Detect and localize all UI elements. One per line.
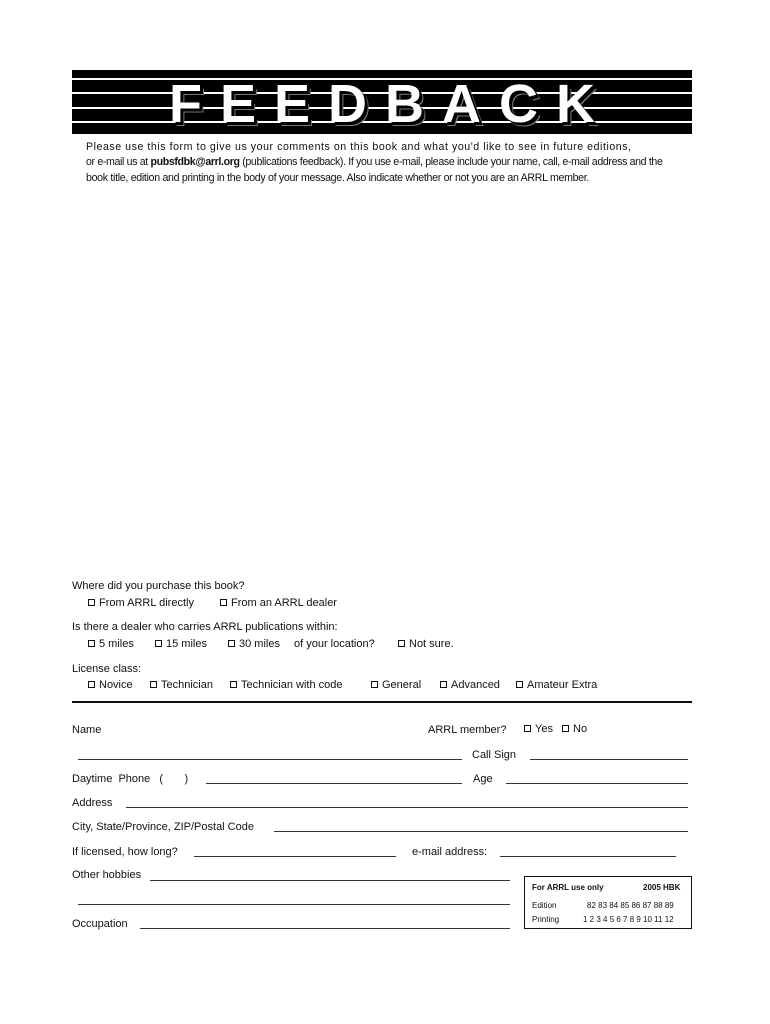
checkbox[interactable] — [88, 681, 95, 688]
email-address-label: e-mail address: — [412, 846, 488, 858]
daytime-phone-label: Daytime Phone ( ) — [72, 773, 189, 785]
daytime-phone-field[interactable] — [206, 783, 462, 784]
city-state-zip-label: City, State/Province, ZIP/Postal Code — [72, 821, 254, 833]
checkbox[interactable] — [398, 640, 405, 647]
name-field[interactable] — [78, 759, 462, 760]
checkbox[interactable] — [220, 599, 227, 606]
dealer-location-suffix: of your location? — [294, 638, 375, 650]
other-hobbies-field[interactable] — [150, 880, 510, 881]
licensed-how-long-label: If licensed, how long? — [72, 846, 178, 858]
purchase-question: Where did you purchase this book? — [72, 580, 245, 592]
arrl-member-yes[interactable] — [524, 723, 553, 735]
option-label: Advanced — [451, 679, 500, 691]
checkbox[interactable] — [524, 725, 531, 732]
checkbox[interactable] — [88, 640, 95, 647]
call-sign-label: Call Sign — [472, 749, 517, 761]
intro-text — [86, 140, 682, 186]
address-label: Address — [72, 797, 113, 809]
age-label: Age — [473, 773, 493, 785]
arrl-use-label: For ARRL use only — [532, 883, 604, 892]
intro-line-3: book title, edition and printing in the body of your message. Also indicate whether or not you are an ARRL member. — [86, 171, 590, 184]
age-field[interactable] — [506, 783, 688, 784]
license-question: License class: — [72, 663, 142, 675]
checkbox[interactable] — [228, 640, 235, 647]
email-address-field[interactable] — [500, 856, 676, 857]
checkbox[interactable] — [562, 725, 569, 732]
edition-values: 82 83 84 85 86 87 88 89 — [587, 901, 674, 910]
option-label: No — [573, 723, 588, 735]
printing-label: Printing — [532, 915, 560, 924]
licensed-how-long-field[interactable] — [194, 856, 396, 857]
arrl-member-label: ARRL member? — [428, 724, 507, 736]
intro-line-2-post: (publications feedback). If you use e-mail, please include your name, call, e-mail address and the — [239, 156, 663, 169]
checkbox[interactable] — [440, 681, 447, 688]
option-label: From ARRL directly — [99, 597, 194, 609]
option-label: Novice — [99, 679, 133, 691]
section-divider — [72, 701, 692, 703]
city-state-zip-field[interactable] — [274, 831, 688, 832]
license-option-novice[interactable] — [88, 679, 133, 691]
checkbox[interactable] — [516, 681, 523, 688]
option-label: Not sure. — [409, 638, 454, 650]
checkbox[interactable] — [155, 640, 162, 647]
option-label: General — [382, 679, 422, 691]
checkbox[interactable] — [88, 599, 95, 606]
other-hobbies-label: Other hobbies — [72, 869, 142, 881]
option-label: Yes — [535, 723, 553, 735]
dealer-option-5-miles[interactable] — [88, 638, 134, 650]
option-label: 15 miles — [166, 638, 207, 650]
license-option-advanced[interactable] — [440, 679, 500, 691]
license-option-technician[interactable] — [150, 679, 213, 691]
license-option-amateur-extra[interactable] — [516, 679, 597, 691]
dealer-question: Is there a dealer who carries ARRL publications within: — [72, 621, 338, 633]
option-label: From an ARRL dealer — [231, 597, 337, 609]
printing-values: 1 2 3 4 5 6 7 8 9 10 11 12 — [583, 915, 674, 924]
intro-line-2-pre: or e-mail us at — [86, 156, 151, 169]
feedback-email-link[interactable]: pubsfdbk@arrl.org — [150, 156, 240, 169]
arrl-use-only-box — [524, 876, 692, 929]
purchase-option-arrl-direct[interactable] — [88, 597, 194, 609]
option-label: Technician with code — [241, 679, 343, 691]
dealer-option-not-sure[interactable] — [398, 638, 454, 650]
address-field[interactable] — [126, 807, 688, 808]
purchase-option-arrl-dealer[interactable] — [220, 597, 337, 609]
intro-line-2 — [86, 155, 682, 170]
license-option-general[interactable] — [371, 679, 421, 691]
dealer-option-30-miles[interactable] — [228, 638, 280, 650]
arrl-book-code: 2005 HBK — [643, 883, 681, 892]
page-title: FEEDBACK — [168, 74, 613, 134]
dealer-option-15-miles[interactable] — [155, 638, 207, 650]
option-label: 5 miles — [99, 638, 134, 650]
intro-line-1: Please use this form to give us your comments on this book and what you'd like to see in future editions, — [86, 141, 632, 153]
checkbox[interactable] — [230, 681, 237, 688]
license-option-technician-with-code[interactable] — [230, 679, 343, 691]
checkbox[interactable] — [371, 681, 378, 688]
call-sign-field[interactable] — [530, 759, 688, 760]
option-label: Technician — [161, 679, 213, 691]
name-label: Name — [72, 724, 102, 736]
occupation-label: Occupation — [72, 918, 128, 930]
feedback-banner — [72, 70, 692, 134]
edition-label: Edition — [532, 901, 557, 910]
option-label: 30 miles — [239, 638, 280, 650]
option-label: Amateur Extra — [527, 679, 598, 691]
occupation-field[interactable] — [140, 928, 510, 929]
other-hobbies-field-line-2[interactable] — [78, 904, 510, 905]
arrl-member-no[interactable] — [562, 723, 587, 735]
checkbox[interactable] — [150, 681, 157, 688]
